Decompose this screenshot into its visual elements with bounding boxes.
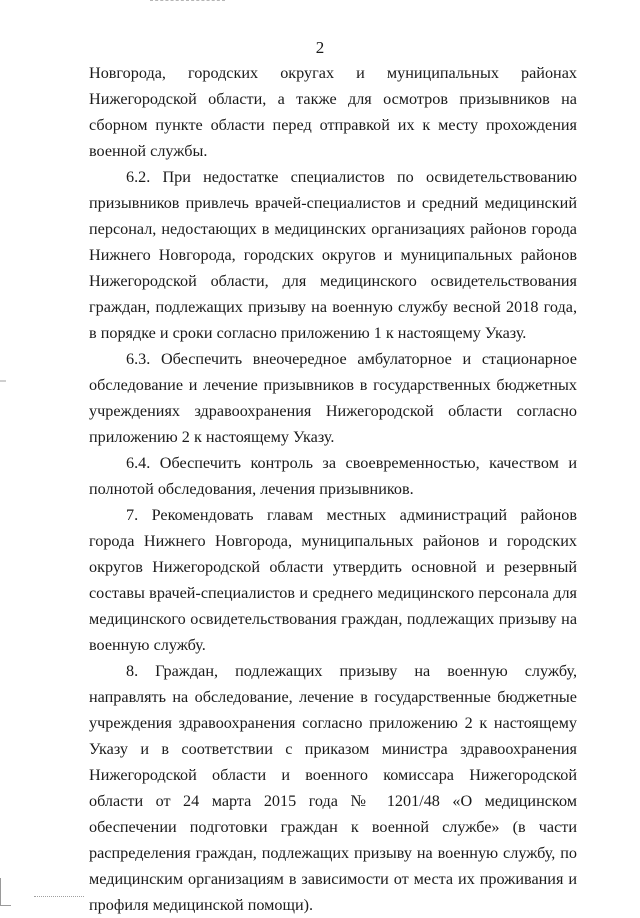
paragraph-8: 8. Граждан, подлежащих призыву на военную службу, направлять на обследование, лечение в государственные бюджетные учреждения здравоохранения согласно приложению 2 к настоящему Указу и в соответствии с приказом министра здравоохранения Нижегородской области и военного комиссара Нижегородской области от 24 марта 2015 года № 1201/48 «О медицинском обеспечении подготовки граждан к военной службе» (в части распределения граждан, подлежащих призыву на военную службу, по медицинским организациям в зависимости от места их проживания и профиля медицинской помощи). [89, 662, 577, 914]
paragraph-6-3: 6.3. Обеспечить внеочередное амбулаторное и стационарное обследование и лечение призывников в государственных бюджетных учреждениях здравоохранения Нижегородской области согласно приложению 2 к настоящему Указу. [89, 350, 577, 446]
scan-artifact-top [150, 0, 225, 2]
document-body [89, 60, 577, 918]
paragraph-7: 7. Рекомендовать главам местных администраций районов города Нижнего Новгорода, муниципальных районов и городских округов Нижегородской области утвердить основной и резервный составы врачей-специалистов и среднего медицинского персонала для медицинского освидетельствования граждан, подлежащих призыву на военную службу. [89, 506, 577, 654]
scan-artifact-left [0, 380, 6, 382]
paragraph-6-4: 6.4. Обеспечить контроль за своевременностью, качеством и полнотой обследования, лечения призывников. [89, 454, 577, 498]
paragraph-continuation: Новгорода, городских округах и муниципальных районах Нижегородской области, а также для осмотров призывников на сборном пункте области перед отправкой их к месту прохождения военной службы. [89, 64, 577, 160]
page-number: 2 [315, 38, 325, 57]
scan-artifact-bottom-corner [0, 878, 11, 906]
scan-artifact-bottom-line [34, 896, 84, 899]
paragraph-6-2: 6.2. При недостатке специалистов по освидетельствованию призывников привлечь врачей-специалистов и средний медицинский персонал, недостающих в медицинских организациях районов города Нижнего Новгорода, городских округов и муниципальных районов Нижегородской области, для медицинского освидетельствования граждан, подлежащих призыву на военную службу весной 2018 года, в порядке и сроки согласно приложению 1 к настоящему Указу. [89, 168, 577, 342]
